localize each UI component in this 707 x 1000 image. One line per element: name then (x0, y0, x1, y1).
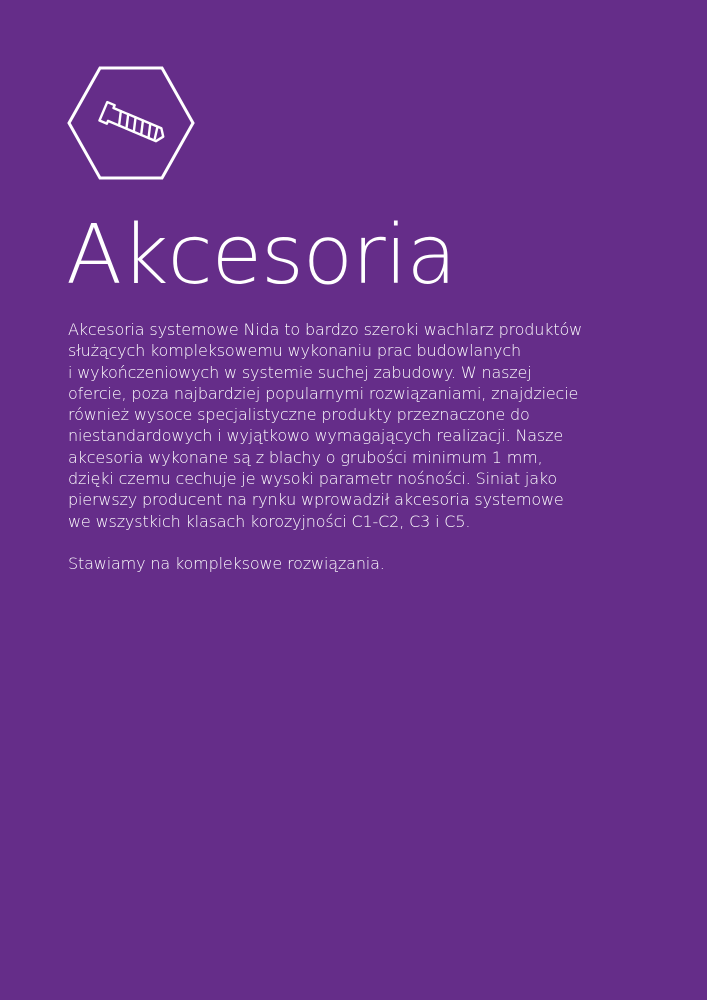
paragraph-line: pierwszy producent na rynku wprowadził akcesoria systemowe (68, 490, 564, 510)
paragraph-line: i wykończeniowych w systemie suchej zabudowy. W naszej (68, 362, 532, 382)
paragraph-line: niestandardowych i wyjątkowo wymagających realizacji. Nasze (68, 426, 564, 446)
paragraph-line: również wysoce specjalistyczne produkty przeznaczone do (68, 405, 530, 425)
paragraph-line: Akcesoria systemowe Nida to bardzo szeroki wachlarz produktów (68, 320, 583, 339)
screw-hexagon-icon (67, 66, 195, 180)
intro-paragraph (68, 319, 648, 532)
page-title: Akcesoria (66, 208, 456, 303)
paragraph-line: we wszystkich klasach korozyjności C1-C2, C3 i C5. (68, 511, 471, 531)
paragraph-line: dzięki czemu cechuje je wysoki parametr nośności. Siniat jako (68, 469, 558, 489)
paragraph-line: służących kompleksowemu wykonaniu prac budowlanych (68, 341, 522, 361)
body-text (68, 319, 648, 574)
closing-paragraph: Stawiamy na kompleksowe rozwiązania. (68, 553, 385, 573)
paragraph-line: ofercie, poza najbardziej popularnymi rozwiązaniami, znajdziecie (68, 383, 579, 403)
paragraph-line: akcesoria wykonane są z blachy o grubości minimum 1 mm, (68, 447, 543, 467)
